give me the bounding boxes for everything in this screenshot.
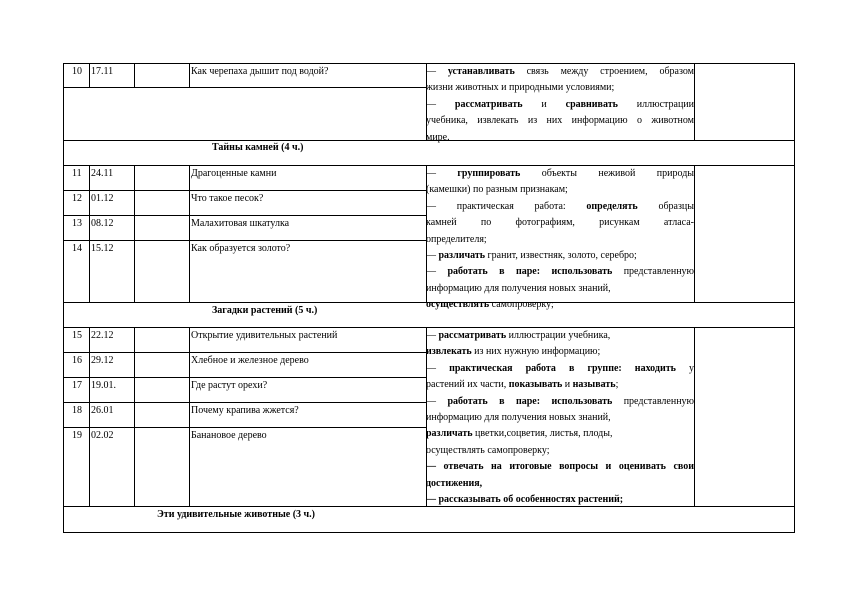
activity-text: представленную bbox=[612, 395, 694, 407]
activity-text: жизни животных и природными условиями; bbox=[426, 82, 615, 94]
lesson-number: 12 bbox=[72, 193, 82, 204]
lesson-topic: Где растут орехи? bbox=[191, 380, 268, 391]
lesson-topic: Открытие удивительных растений bbox=[191, 330, 338, 341]
activity-text: из них нужную информацию; bbox=[471, 346, 601, 358]
activity-line bbox=[426, 80, 694, 96]
col-border bbox=[189, 63, 190, 88]
lesson-topic: Хлебное и железное дерево bbox=[191, 355, 309, 366]
activity-verb: осуществлять bbox=[426, 299, 490, 311]
activity-line bbox=[426, 443, 694, 459]
section-title: Тайны камней (4 ч.) bbox=[212, 142, 304, 153]
col-border bbox=[89, 327, 90, 507]
col-border bbox=[134, 63, 135, 88]
activity-text: у bbox=[675, 362, 694, 374]
row-border bbox=[63, 352, 426, 353]
activity-text: представленную bbox=[612, 266, 694, 278]
activity-text: образцы bbox=[637, 200, 694, 212]
lesson-date: 08.12 bbox=[91, 218, 114, 229]
activity-text: — bbox=[426, 168, 458, 179]
activity-verb: извлекать bbox=[426, 346, 472, 358]
activity-verb: рассматривать bbox=[454, 98, 523, 110]
table-bottom-border bbox=[63, 532, 794, 533]
activity-text: информацию для получения новых знаний, bbox=[426, 282, 611, 294]
activity-line bbox=[426, 281, 694, 297]
lesson-number: 11 bbox=[72, 168, 82, 179]
activity-text: — bbox=[426, 330, 439, 341]
lesson-date: 22.12 bbox=[91, 330, 114, 341]
activity-text: осуществлять самопроверку; bbox=[426, 444, 550, 456]
activity-description bbox=[426, 166, 694, 314]
activity-verb: устанавливать bbox=[447, 66, 515, 77]
lesson-topic: Малахитовая шкатулка bbox=[191, 218, 290, 229]
activity-verb: практическая работа в группе: находить bbox=[449, 362, 676, 374]
activity-verb: работать в паре: использовать bbox=[447, 266, 613, 278]
activity-line bbox=[426, 130, 694, 146]
activity-line bbox=[426, 476, 694, 492]
activity-text: определителя; bbox=[426, 233, 487, 245]
section-title: Загадки растений (5 ч.) bbox=[212, 305, 318, 316]
activity-verb: — рассказывать об особенностях растений; bbox=[426, 493, 624, 505]
table-left-border bbox=[63, 63, 64, 533]
lesson-topic: Как черепаха дышит под водой? bbox=[191, 66, 329, 77]
col-border bbox=[89, 63, 90, 88]
activity-verb: работать в паре: использовать bbox=[447, 395, 613, 407]
activity-line bbox=[426, 64, 694, 80]
lesson-date: 15.12 bbox=[91, 243, 114, 254]
activity-text: — bbox=[426, 266, 448, 278]
lesson-topic: Банановое дерево bbox=[191, 430, 267, 441]
lesson-date: 24.11 bbox=[91, 168, 114, 179]
activity-text: — практическая работа: bbox=[426, 200, 587, 212]
lesson-date: 19.01. bbox=[91, 380, 116, 391]
activity-text: самопроверку; bbox=[489, 299, 554, 311]
activity-verb: различать bbox=[438, 249, 486, 261]
row-border bbox=[63, 427, 426, 428]
lesson-number: 10 bbox=[72, 66, 82, 77]
activity-line bbox=[426, 297, 694, 313]
activity-text: (камешки) по разным признакам; bbox=[426, 184, 568, 196]
activity-text: цветки,соцветия, листья, плоды, bbox=[472, 428, 613, 440]
activity-text: — bbox=[426, 362, 450, 374]
lesson-number: 13 bbox=[72, 218, 82, 229]
lesson-date: 01.12 bbox=[91, 193, 114, 204]
activity-line bbox=[426, 248, 694, 264]
activity-line bbox=[426, 182, 694, 198]
activity-text: — bbox=[426, 98, 455, 110]
activity-description bbox=[426, 328, 694, 508]
activity-verb: определять bbox=[586, 200, 638, 212]
activity-line bbox=[426, 394, 694, 410]
activity-text: иллюстрации учебника, bbox=[506, 330, 611, 341]
activity-line bbox=[426, 426, 694, 442]
lesson-date: 29.12 bbox=[91, 355, 114, 366]
activity-verb: рассматривать bbox=[438, 330, 507, 341]
col-border bbox=[694, 165, 695, 303]
lesson-date: 17.11 bbox=[91, 66, 114, 77]
activity-text: — bbox=[426, 395, 448, 407]
activity-verb: — отвечать на итоговые вопросы и оценивать свои bbox=[426, 461, 694, 473]
activity-line bbox=[426, 459, 694, 475]
activity-line bbox=[426, 199, 694, 215]
activity-description bbox=[426, 64, 694, 146]
activity-text: связь между строением, образом bbox=[514, 66, 694, 77]
lesson-number: 17 bbox=[72, 380, 82, 391]
activity-line bbox=[426, 492, 694, 508]
activity-line bbox=[426, 410, 694, 426]
col-border bbox=[134, 165, 135, 303]
activity-line bbox=[426, 344, 694, 360]
activity-text: и bbox=[562, 379, 573, 391]
activity-line bbox=[426, 232, 694, 248]
activity-text: мире. bbox=[426, 131, 450, 143]
activity-verb: сравнивать bbox=[565, 98, 618, 110]
row-border bbox=[63, 377, 426, 378]
activity-text: камней по фотографиям, рисункам атласа- bbox=[426, 217, 694, 229]
lesson-date: 26.01 bbox=[91, 405, 114, 416]
row-border bbox=[63, 190, 426, 191]
activity-verb: различать bbox=[426, 428, 473, 440]
lesson-number: 14 bbox=[72, 243, 82, 254]
activity-text: гранит, известняк, золото, серебро; bbox=[485, 249, 637, 261]
activity-text: ; bbox=[615, 379, 619, 391]
activity-line bbox=[426, 97, 694, 113]
col-border bbox=[89, 165, 90, 303]
activity-text: учебника, извлекать из них информацию о животном bbox=[426, 115, 694, 127]
activity-line bbox=[426, 264, 694, 280]
lesson-date: 02.02 bbox=[91, 430, 114, 441]
col-border bbox=[694, 327, 695, 507]
activity-line bbox=[426, 328, 694, 344]
row-border bbox=[63, 215, 426, 216]
row-border bbox=[63, 240, 426, 241]
activity-line bbox=[426, 377, 694, 393]
activity-line bbox=[426, 166, 694, 182]
lesson-topic: Как образуется золото? bbox=[191, 243, 291, 254]
activity-verb: показывать bbox=[508, 379, 563, 391]
activity-verb: группировать bbox=[457, 168, 521, 179]
activity-text: объекты неживой природы bbox=[520, 168, 694, 179]
activity-text: растений их части, bbox=[426, 379, 509, 391]
activity-line bbox=[426, 113, 694, 129]
lesson-number: 16 bbox=[72, 355, 82, 366]
col-border bbox=[189, 165, 190, 303]
lesson-topic: Драгоценные камни bbox=[191, 168, 277, 179]
col-border bbox=[189, 327, 190, 507]
row-border bbox=[63, 87, 426, 88]
activity-line bbox=[426, 361, 694, 377]
col-border bbox=[134, 327, 135, 507]
activity-verb: достижения, bbox=[426, 477, 483, 489]
activity-text: — bbox=[426, 249, 439, 261]
activity-line bbox=[426, 215, 694, 231]
lesson-number: 18 bbox=[72, 405, 82, 416]
row-border bbox=[63, 402, 426, 403]
activity-text: информацию для получения новых знаний, bbox=[426, 411, 611, 423]
activity-text: — bbox=[426, 66, 448, 77]
lesson-topic: Что такое песок? bbox=[191, 193, 264, 204]
lesson-number: 19 bbox=[72, 430, 82, 441]
col-border bbox=[694, 63, 695, 141]
lesson-number: 15 bbox=[72, 330, 82, 341]
section-title: Эти удивительные животные (3 ч.) bbox=[157, 509, 315, 520]
table-right-border bbox=[794, 63, 795, 533]
activity-text: и bbox=[522, 98, 566, 110]
activity-verb: называть bbox=[572, 379, 616, 391]
lesson-topic: Почему крапива жжется? bbox=[191, 405, 299, 416]
activity-text: иллюстрации bbox=[617, 98, 694, 110]
